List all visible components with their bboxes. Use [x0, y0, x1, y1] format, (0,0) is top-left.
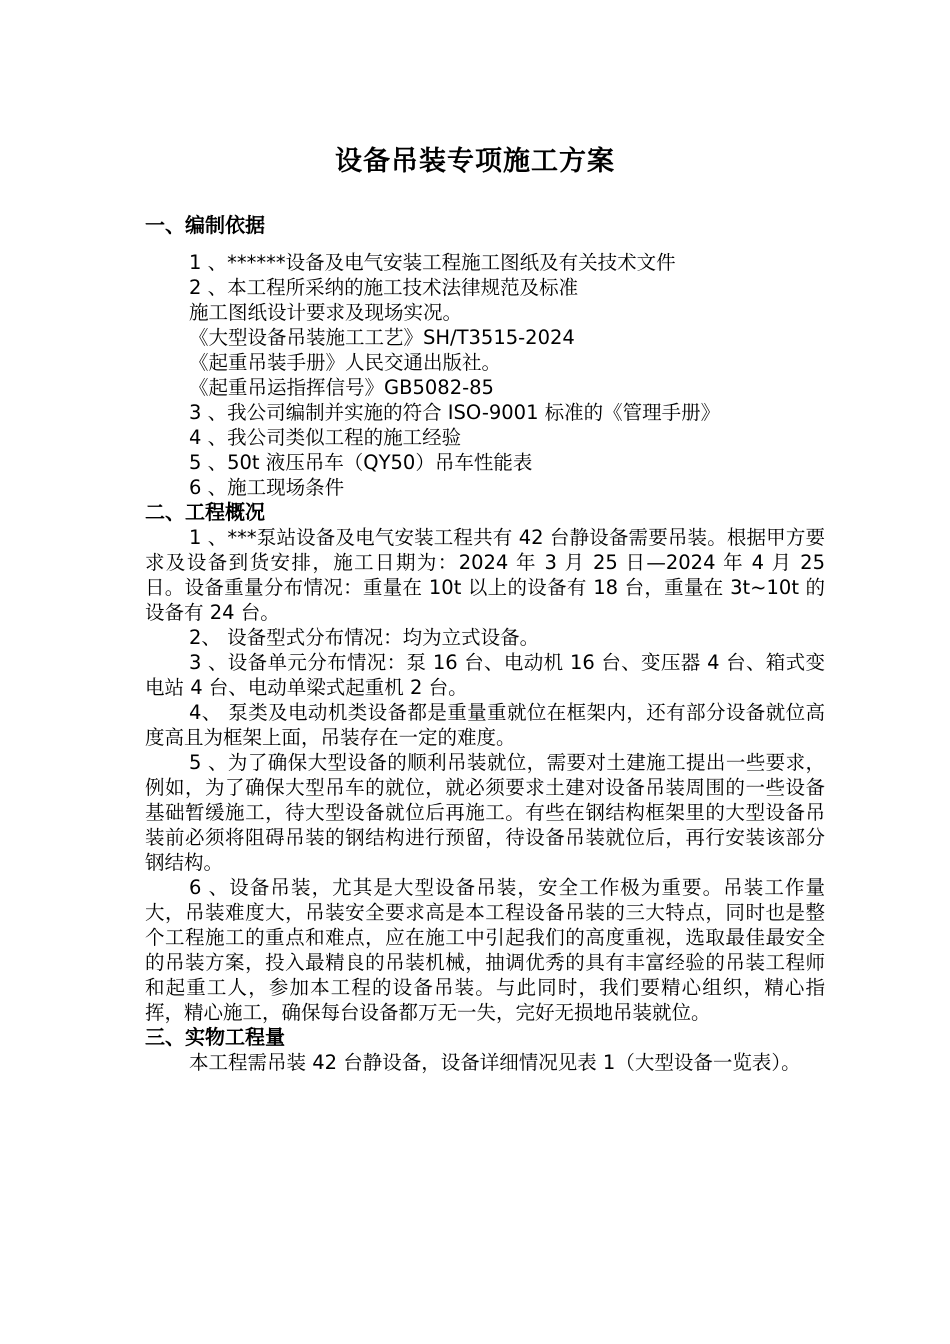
overview-paragraph: 6 、设备吊装，尤其是大型设备吊装，安全工作极为重要。吊装工作量大，吊装难度大，吊装安全要求高是本工程设备吊装的三大特点，同时也是整个工程施工的重点和难点，应在施工中引起我们的高度重视，选取最佳最安全的吊装方案，投入最精良的吊装机械，抽调优秀的具有丰富经验的吊装工程师和起重工人，参加本工程的设备吊装。与此同时，我们要精心组织，精心指挥，精心施工，确保每台设备都万无一失，完好无损地吊装就位。 — [145, 876, 825, 1024]
basis-item: 《大型设备吊装施工工艺》SH/T3515-2024 — [189, 326, 575, 349]
quantities-paragraphs — [145, 1050, 825, 1075]
basis-item: 5 、50t 液压吊车（QY50）吊车性能表 — [189, 451, 533, 474]
basis-item: 1 、******设备及电气安装工程施工图纸及有关技术文件 — [189, 251, 676, 274]
section-heading-basis: 一、编制依据 — [145, 213, 265, 237]
overview-paragraph: 2、 设备型式分布情况：均为立式设备。 — [189, 626, 540, 649]
basis-item: 2 、本工程所采纳的施工技术法律规范及标准 — [189, 276, 579, 299]
overview-paragraph: 4、 泵类及电动机类设备都是重量重就位在框架内，还有部分设备就位高度高且为框架上面，吊装存在一定的难度。 — [145, 701, 825, 749]
document-title: 设备吊装专项施工方案 — [335, 146, 615, 177]
overview-paragraph: 5 、为了确保大型设备的顺利吊装就位，需要对土建施工提出一些要求，例如，为了确保大型吊车的就位，就必须要求土建对设备吊装周围的一些设备基础暂缓施工，待大型设备就位后再施工。有些在钢结构框架里的大型设备吊装前必须将阻碍吊装的钢结构进行预留，待设备吊装就位后，再行安装该部分钢结构。 — [145, 751, 825, 874]
basis-item: 4 、我公司类似工程的施工经验 — [189, 426, 462, 449]
basis-item: 施工图纸设计要求及现场实况。 — [189, 301, 463, 324]
overview-paragraph: 3 、设备单元分布情况：泵 16 台、电动机 16 台、变压器 4 台、箱式变电站 4 台、电动单梁式起重机 2 台。 — [145, 651, 825, 699]
basis-item: 《起重吊运指挥信号》GB5082-85 — [189, 376, 494, 399]
overview-paragraphs — [145, 525, 825, 1025]
basis-item: 3 、我公司编制并实施的符合 ISO-9001 标准的《管理手册》 — [189, 401, 721, 424]
overview-paragraph: 1 、***泵站设备及电气安装工程共有 42 台静设备需要吊装。根据甲方要求及设备到货安排，施工日期为：2024 年 3 月 25 日—2024 年 4 月 25 日。设备重量分布情况：重量在 10t 以上的设备有 18 台，重量在 3t~10t 的设备有 24 台。 — [145, 526, 825, 624]
basis-list — [145, 250, 825, 500]
basis-item: 6 、施工现场条件 — [189, 476, 345, 499]
basis-item: 《起重吊装手册》人民交通出版社。 — [189, 351, 502, 374]
document-body — [145, 210, 825, 1075]
quantities-paragraph: 本工程需吊装 42 台静设备，设备详细情况见表 1（大型设备一览表）。 — [189, 1051, 801, 1074]
section-heading-overview: 二、工程概况 — [145, 500, 265, 524]
section-heading-quantities: 三、实物工程量 — [145, 1025, 285, 1049]
